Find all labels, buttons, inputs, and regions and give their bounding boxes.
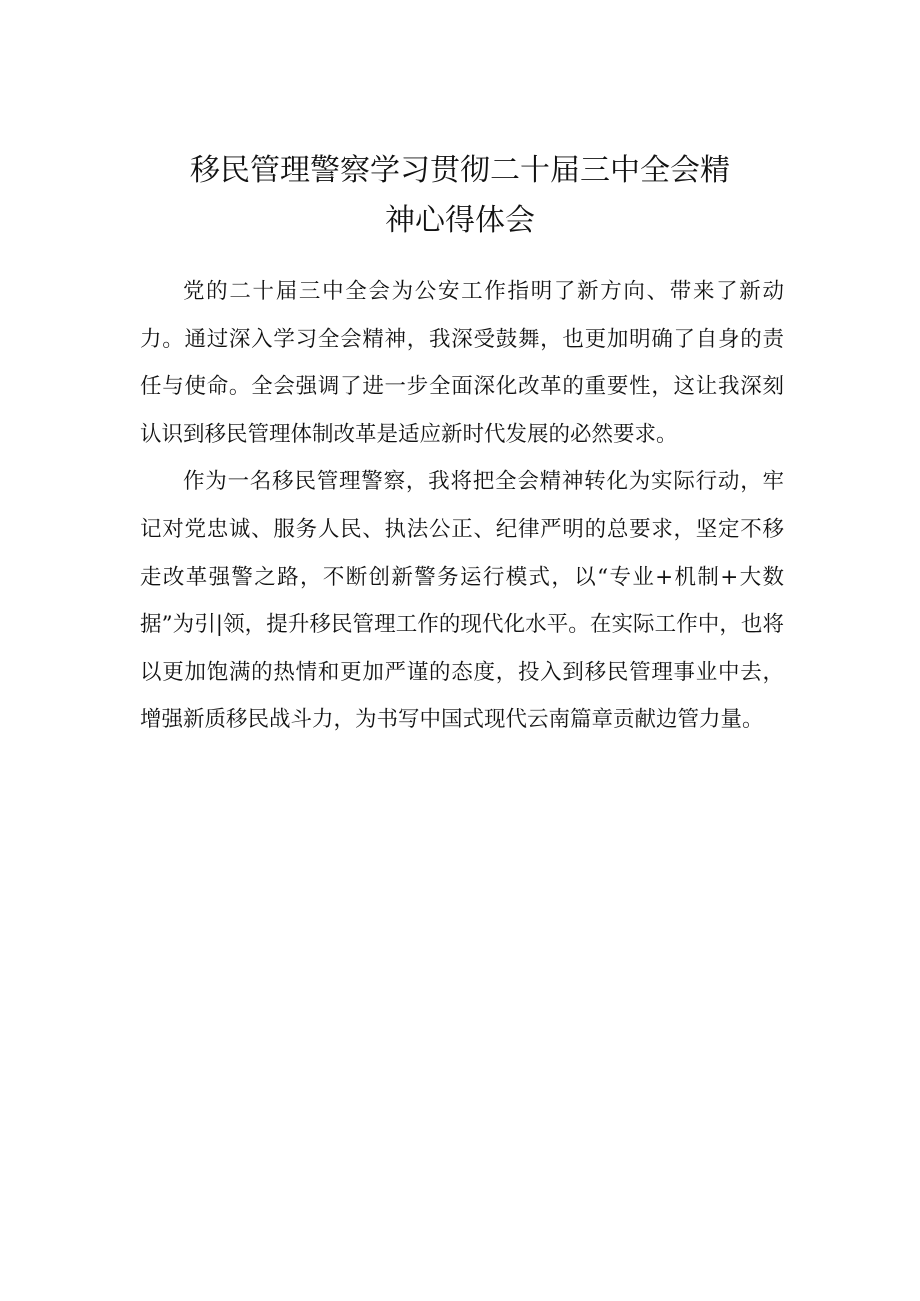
body-paragraph: 作为一名移民管理警察，我将把全会精神转化为实际行动，牢记对党忠诚、服务人民、执法公正、纪律严明的总要求，坚定不移走改革强警之路，不断创新警务运行模式，以“专业+机制+大数据”为引|领，提升移民管理工作的现代化水平。在实际工作中，也将以更加饱满的热情和更加严谨的态度，投入到移民管理事业中去，增强新质移民战斗力，为书写中国式现代云南篇章贡献边管力量。 [140,469,784,733]
document-title-line: 移民管理警察学习贯彻二十届三中全会精 [190,153,730,188]
document-title [130,146,790,246]
document-title-line: 神心得体会 [385,203,535,238]
document-body [140,268,784,744]
body-paragraph: 党的二十届三中全会为公安工作指明了新方向、带来了新动力。通过深入学习全会精神，我深受鼓舞，也更加明确了自身的责任与使命。全会强调了进一步全面深化改革的重要性，这让我深刻认识到移民管理体制改革是适应新时代发展的必然要求。 [140,279,784,447]
